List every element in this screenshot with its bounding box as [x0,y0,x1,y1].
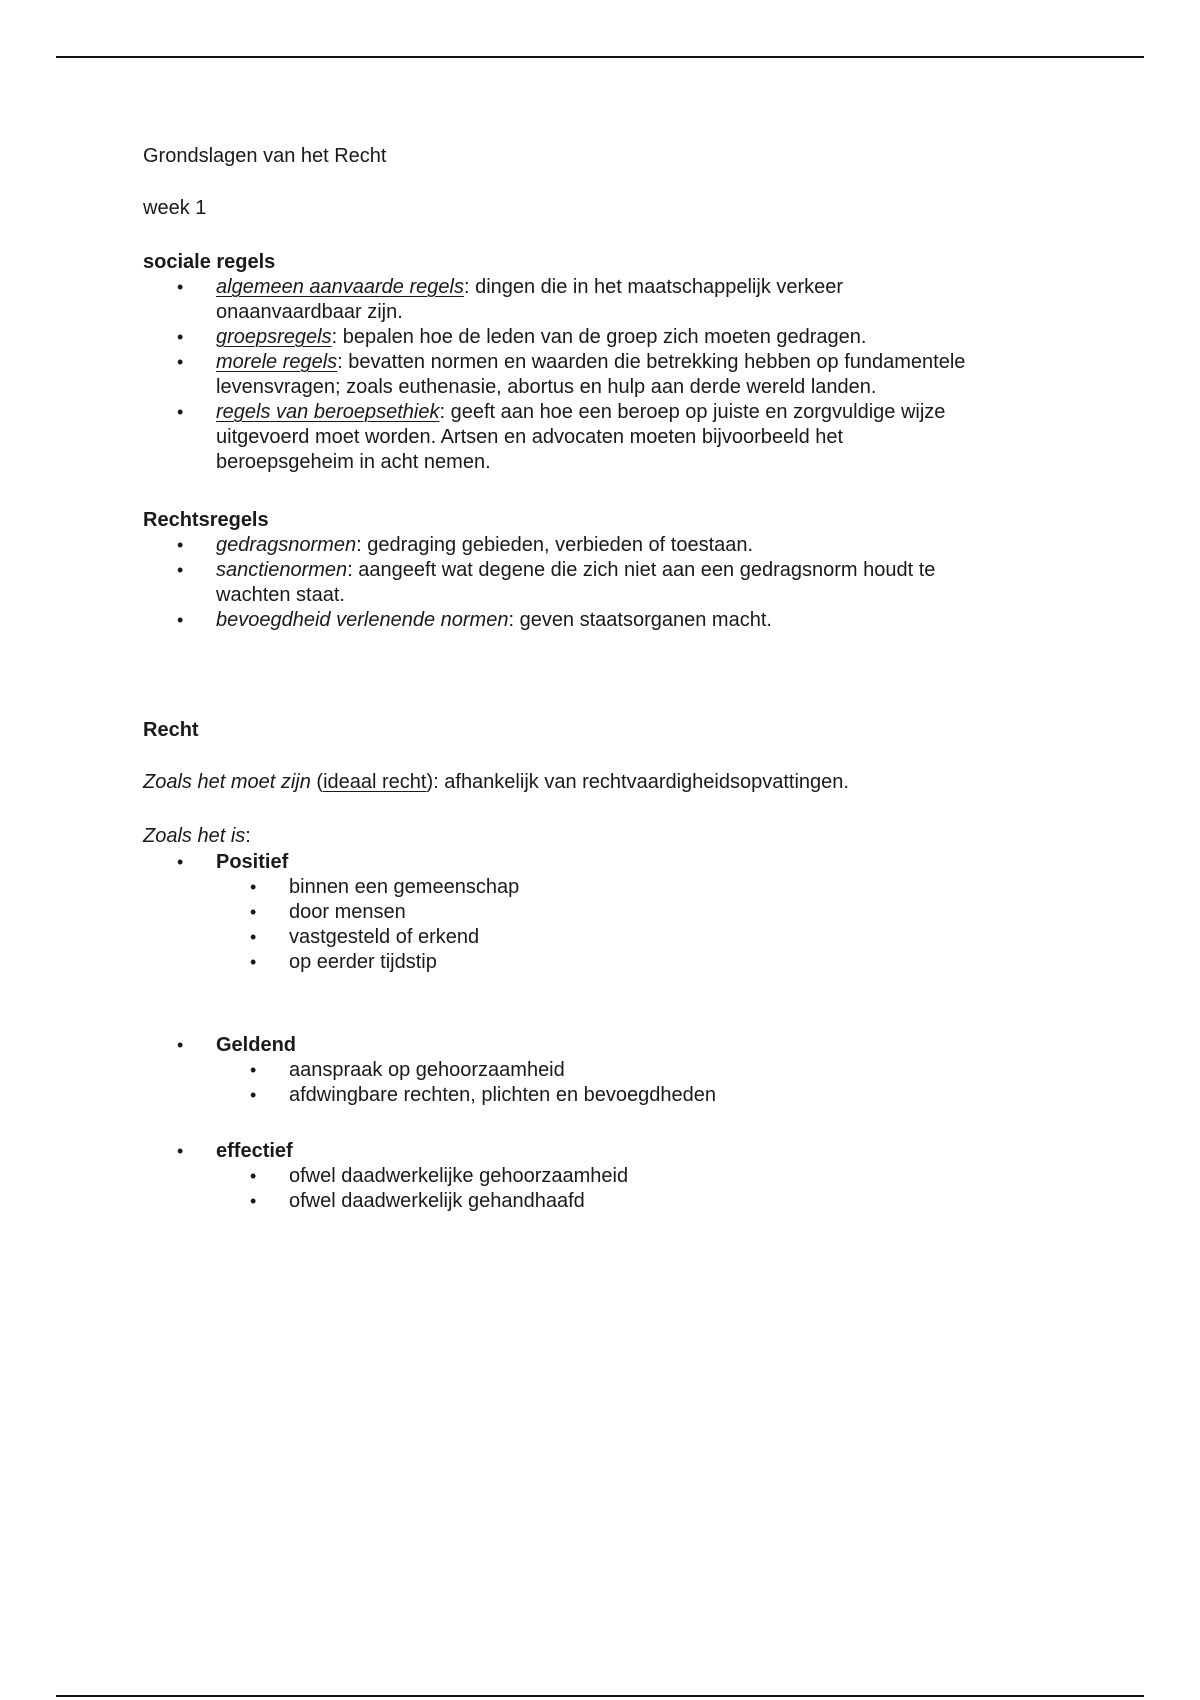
paren-open: ( [310,771,324,793]
list-item [143,608,1103,633]
bullet-icon: • [250,1191,257,1211]
geldend-group [143,1033,1103,1058]
effectief-group [143,1139,1103,1164]
list-item [143,925,1103,950]
ideaal-recht-term: ideaal recht [323,771,427,793]
definition: : geeft aan hoe een beroep op juiste en zorgvuldige wijze [439,401,946,423]
rechtsregels-list [143,533,1103,633]
ideaal-recht-line [143,770,849,795]
section-heading-sociale-regels: sociale regels [143,251,276,273]
bullet-icon: • [177,277,184,297]
bullet-icon: • [177,327,184,347]
sub-item: binnen een gemeenschap [289,876,520,898]
list-item [143,1058,1103,1083]
effectief-sublist [143,1164,1103,1214]
list-item [143,1164,1103,1189]
term: sanctienormen [216,559,348,581]
list-item [143,1139,1103,1164]
definition: : gedraging gebieden, verbieden of toestaan. [356,534,754,556]
list-item [143,275,1103,325]
bullet-icon: • [250,877,257,897]
group-label: Positief [216,851,289,873]
list-item [143,400,1103,475]
definition-continued: beroepsgeheim in acht nemen. [216,451,491,473]
definition-continued: levensvragen; zoals euthenasie, abortus en hulp aan derde wereld landen. [216,376,877,398]
list-item [143,1083,1103,1108]
term: gedragsnormen [216,534,357,556]
bullet-icon: • [250,1166,257,1186]
bullet-icon: • [177,560,184,580]
definition: : bevatten normen en waarden die betrekking hebben op fundamentele [337,351,966,373]
bullet-icon: • [177,852,184,872]
term: algemeen aanvaarde regels [216,276,464,298]
ideaal-recht-label: Zoals het moet zijn [143,771,311,793]
list-item [143,1189,1103,1214]
definition: : aangeeft wat degene die zich niet aan een gedragsnorm houdt te [347,559,936,581]
definition: : dingen die in het maatschappelijk verkeer [463,276,844,298]
bullet-icon: • [177,1035,184,1055]
sub-item: afdwingbare rechten, plichten en bevoegdheden [289,1084,716,1106]
ideaal-recht-definition: ): afhankelijk van rechtvaardigheidsopvattingen. [426,771,849,793]
term: regels van beroepsethiek [216,401,440,423]
sub-item: ofwel daadwerkelijke gehoorzaamheid [289,1165,629,1187]
term: morele regels [216,351,338,373]
group-label: effectief [216,1140,293,1162]
colon: : [245,825,251,847]
term: bevoegdheid verlenende normen [216,609,509,631]
section-heading-rechtsregels: Rechtsregels [143,509,269,531]
positief-sublist [143,875,1103,975]
positief-group [143,850,1103,875]
footer-rule [56,1695,1144,1697]
header-rule [56,56,1144,58]
sub-item: door mensen [289,901,406,923]
definition-continued: onaanvaardbaar zijn. [216,301,403,323]
week-label: week 1 [143,197,207,219]
list-item [143,350,1103,400]
list-item [143,1033,1103,1058]
bullet-icon: • [177,610,184,630]
bullet-icon: • [177,1141,184,1161]
definition: : bepalen hoe de leden van de groep zich moeten gedragen. [331,326,867,348]
zoals-het-is-label: Zoals het is [143,825,246,847]
bullet-icon: • [250,902,257,922]
bullet-icon: • [250,927,257,947]
group-label: Geldend [216,1034,297,1056]
list-item [143,875,1103,900]
document-title: Grondslagen van het Recht [143,145,387,167]
section-heading-recht: Recht [143,719,199,741]
term: groepsregels [216,326,332,348]
bullet-icon: • [250,1085,257,1105]
list-item [143,950,1103,975]
bullet-icon: • [177,535,184,555]
sub-item: op eerder tijdstip [289,951,437,973]
bullet-icon: • [177,402,184,422]
bullet-icon: • [177,352,184,372]
list-item [143,900,1103,925]
sub-item: vastgesteld of erkend [289,926,480,948]
definition-continued: uitgevoerd moet worden. Artsen en advocaten moeten bijvoorbeeld het [216,426,844,448]
list-item [143,850,1103,875]
bullet-icon: • [250,952,257,972]
sociale-regels-list [143,275,1103,475]
definition: : geven staatsorganen macht. [508,609,772,631]
list-item [143,325,1103,350]
bullet-icon: • [250,1060,257,1080]
list-item [143,533,1103,558]
geldend-sublist [143,1058,1103,1108]
zoals-het-is-line [143,824,251,849]
list-item [143,558,1103,608]
sub-item: aanspraak op gehoorzaamheid [289,1059,565,1081]
definition-continued: wachten staat. [216,584,345,606]
sub-item: ofwel daadwerkelijk gehandhaafd [289,1190,585,1212]
